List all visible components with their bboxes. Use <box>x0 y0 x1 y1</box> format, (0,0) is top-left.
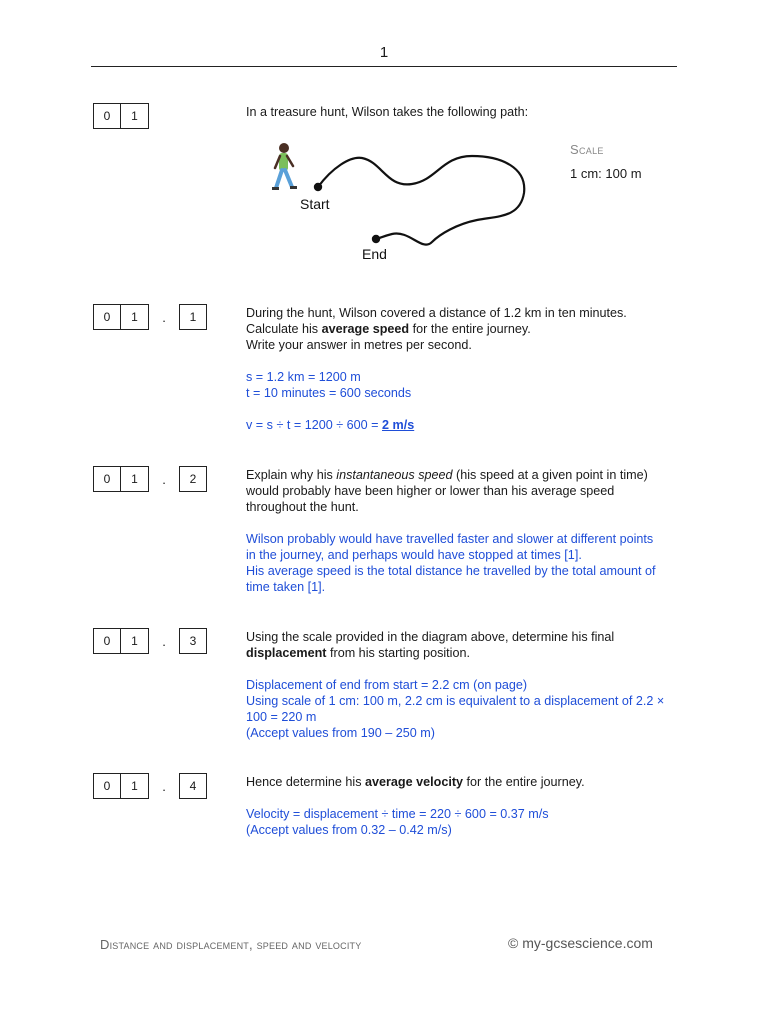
footer-topic-title: Distance and displacement, speed and velocity <box>100 937 362 952</box>
final-answer: 2 m/s <box>382 418 415 432</box>
prompt-line: Write your answer in metres per second. <box>246 338 472 352</box>
treasure-hunt-path-diagram <box>262 138 542 268</box>
question-01-2-text <box>246 467 666 595</box>
question-number-01-4 <box>93 773 207 799</box>
number-box: 0 <box>93 466 121 492</box>
walking-person-icon <box>272 143 297 190</box>
number-box: 1 <box>121 304 149 330</box>
sub-number-box: 4 <box>179 773 207 799</box>
prompt-line: displacement from his starting position. <box>246 646 470 660</box>
answer-line: (Accept values from 190 – 250 m) <box>246 726 435 740</box>
number-box: 0 <box>93 628 121 654</box>
prompt-line: Calculate his average speed for the entire journey. <box>246 322 531 336</box>
start-label: Start <box>300 196 330 212</box>
question-number-01-2 <box>93 466 207 492</box>
question-number-01 <box>93 103 149 129</box>
answer-line: t = 10 minutes = 600 seconds <box>246 386 412 400</box>
answer-line: Velocity = displacement ÷ time = 220 ÷ 600 = 0.37 m/s <box>246 807 549 821</box>
sub-number-box: 3 <box>179 628 207 654</box>
answer-line: (Accept values from 0.32 – 0.42 m/s) <box>246 823 452 837</box>
question-number-01-3 <box>93 628 207 654</box>
question-number-01-1 <box>93 304 207 330</box>
prompt-line: During the hunt, Wilson covered a distance of 1.2 km in ten minutes. <box>246 306 627 320</box>
answer-paragraph: Wilson probably would have travelled faster and slower at different points in the journey, and perhaps would have stopped at times [1]. <box>246 532 654 562</box>
question-01-4-text <box>246 774 666 838</box>
number-box: 1 <box>121 103 149 129</box>
question-01-text <box>246 104 666 120</box>
question-prompt: In a treasure hunt, Wilson takes the following path: <box>246 105 529 119</box>
end-point <box>372 235 380 243</box>
number-separator: . <box>162 309 166 325</box>
number-box: 1 <box>121 466 149 492</box>
prompt-line: Hence determine his average velocity for the entire journey. <box>246 775 585 789</box>
header-divider <box>91 66 677 67</box>
page-number: 1 <box>379 44 389 61</box>
answer-paragraph: His average speed is the total distance he travelled by the total amount of time taken [1]. <box>246 564 656 594</box>
prompt-paragraph: Explain why his instantaneous speed (his speed at a given point in time) would probably have been higher or lower than his average speed throughout the hunt. <box>246 468 648 514</box>
answer-line: v = s ÷ t = 1200 ÷ 600 = 2 m/s <box>246 418 415 432</box>
number-box: 0 <box>93 304 121 330</box>
footer-copyright: © my-gcsescience.com <box>508 935 653 951</box>
start-point <box>314 183 322 191</box>
answer-paragraph: Using scale of 1 cm: 100 m, 2.2 cm is equivalent to a displacement of 2.2 × 100 = 220 m <box>246 694 665 724</box>
prompt-line: Using the scale provided in the diagram above, determine his final <box>246 630 615 644</box>
answer-line: s = 1.2 km = 1200 m <box>246 370 361 384</box>
hunt-path-line <box>318 156 524 245</box>
scale-value: 1 cm: 100 m <box>570 166 642 181</box>
number-separator: . <box>162 633 166 649</box>
number-box: 0 <box>93 103 121 129</box>
end-label: End <box>362 246 387 262</box>
question-01-1-text <box>246 305 666 433</box>
sub-number-box: 1 <box>179 304 207 330</box>
sub-number-box: 2 <box>179 466 207 492</box>
number-separator: . <box>162 778 166 794</box>
number-separator: . <box>162 471 166 487</box>
number-box: 1 <box>121 773 149 799</box>
scale-heading: Scale <box>570 142 604 157</box>
question-01-3-text <box>246 629 666 741</box>
answer-line: Displacement of end from start = 2.2 cm (on page) <box>246 678 528 692</box>
number-box: 1 <box>121 628 149 654</box>
number-box: 0 <box>93 773 121 799</box>
